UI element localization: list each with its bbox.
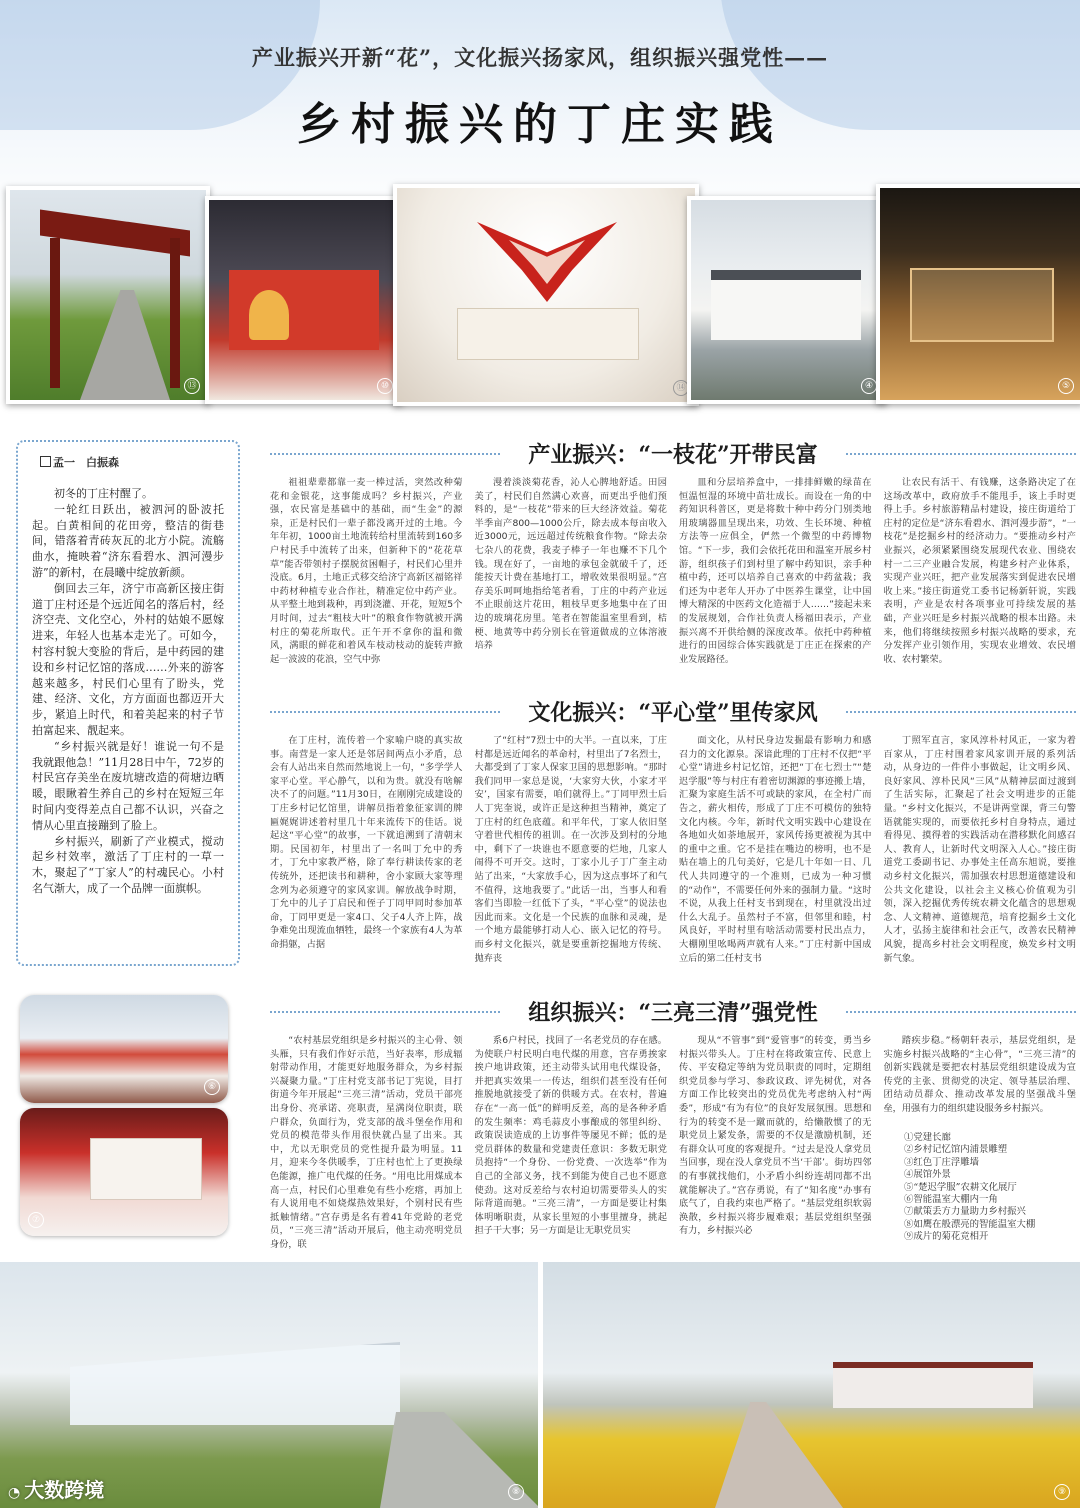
intro-paragraph: 倒回去三年，济宁市高新区接庄街道丁庄村还是个远近闻名的落后村，经济空壳、文化空心，外村的姑娘不愿嫁进来，年轻人也基本走光了。可如今，村容村貌大变脸的背后，是中药园的建设和乡村记忆馆的落成……外来的游客越来越多，村民们心里有了盼头，党建、经济、文化，方方面面也都迈开大步，紧追上时代，和着美起来的村子节拍富起来、靓起来。 bbox=[32, 581, 224, 737]
photo-number: ⑥ bbox=[204, 1079, 220, 1095]
text-column bbox=[475, 476, 668, 668]
photo-number: ⑩ bbox=[377, 378, 393, 394]
photo-number: ⑭ bbox=[673, 380, 689, 396]
intro-body bbox=[32, 486, 224, 897]
caption: ⑥智能温室大棚内一角 bbox=[904, 1194, 998, 1206]
column-text: 踏疾步稳。”杨朝轩表示，基层党组织，是实施乡村振兴战略的“主心骨”，“三亮三清”的创新实践就是要把农村基层党组织建设成为宣传党的主张、贯彻党的决定、领导基层治理、团结动员群众、推动改革发展的坚强战斗堡垒，用强有力的组织建设服务乡村振兴。 bbox=[883, 1035, 1076, 1114]
square-icon bbox=[40, 456, 51, 467]
column-text: “农村基层党组织是乡村振兴的主心骨、领头雁，只有我们作好示范，当好表率，形成辐射带动作用，才能更好地服务群众，为乡村振兴凝聚力量。”丁庄村党支部书记丁宪说，目打街道今年开展起“三亮三清”活动，党员干部亮出身份、亮承诺、亮职责，星满岗位职责，联户群众，负面行为，党支部的战斗堡垒作用和党员的模范带头作用很快就凸显了出来。其中，尤以无职党员的党性提升最为明显。11月，迎来今冬供暖季，丁庄村也忙上了更换绿色能源，推广电代煤的任务。“用电比用煤成本高一点，村民们心里难免有些小疙瘩，再加上有人说用电不如烧煤热效果好，个别村民有些抵触情绪。”宫存勇是名有着41年党龄的老党员，“三亮三清”活动开展后，他主动亮明党员身份，联 bbox=[270, 1035, 463, 1250]
intro-paragraph: 一轮红日跃出，被泗河的卧波托起。白黄相间的花田旁，整洁的街巷间，错落着青砖灰瓦的北方小院。流觞曲水，掩映着“济东看碧水、泗河漫步游”的新村，在晨曦中绽放新颜。 bbox=[32, 502, 224, 579]
logo-icon: ◔ bbox=[8, 1485, 21, 1501]
column-text: 祖祖辈辈都靠一麦一棒过活，突然改种菊花和金银花，这事能成吗？乡村振兴，产业强，农民富是基础中的基础，而“生金”的源泉，正是村民们一辈子都没离开过的土地。今年年初，1000亩土地流转给村里流转到160多户村民手中流转了出来，但新种下的“花花草草”能否带领村子摆脱贫困帽子，村民们心里并没底。6月，土地正式移交给济宁高新区福铭祥中药材种植专业合作社，精准定位中药产业。从平整土地到栽种，再到浇灌、开花，短短5个月时间，过去“粗枝大叶”的粮食作物就被开满村庄的菊花所取代。正午开不拿你的温和微风，满眼的鲜花和着风车枝动枝动的旋转声掀起一波波的花浪，空气中弥 bbox=[270, 477, 463, 665]
column-text: 在丁庄村，流传着一个家喻户晓的真实故事。南营是一家人还是邻居间两点小矛盾，总会有人站出来自然而然地说上一句，“多学学人家平心堂。平心静气，以和为贵。就没有啥解决不了的问题。”11月30日，在刚刚完成建设的丁庄乡村记忆馆里，讲解员指着象征家训的牌匾娓娓讲述着村里几十年来流传下的佳话。说起这“平心堂”的故事，一下就追溯到了清朝末期。民国初年，村里出了一名叫丁允中的秀才，丁允中家教严格，除了奉行耕读传家的老传统外，还把读书和耕种，舍小家顾大家等理念列为必须遵守的家风家训。解放战争时期，丁允中的儿子丁启民和侄子丁同甲同时参加革命，丁同甲更是一家4口、父子4人齐上阵，战争难免出现流血牺牲，最终一个家族有4人为革命捐躯，占据 bbox=[270, 735, 463, 950]
photo-captions bbox=[904, 1132, 1074, 1244]
photo-chrysanthemum-field bbox=[543, 1262, 1080, 1508]
column-text: 让农民有活干、有钱赚，这条路决定了在这场改革中，政府放手不能甩手，该上手时更得上手。乡村旅游精品村建设，接庄街道给丁庄村的定位是“济东看碧水、泗河漫步游”，“一枝花”是挖掘乡村的经济动力。“要推动乡村产业振兴，必须紧紧围绕发展现代农业、围绕农村一二三产业融合发展，构建乡村产业体系，实现产业兴旺，把产业发展落实到促进农民增收上来。”接庄街道党工委书记杨新轩说，实践表明，产业是农村各项事业可持续发展的基础，产业兴旺是乡村振兴战略的根本出路。未来，他们将继续按照乡村振兴战略的要求，充分发挥产业引领作用，实现农业增效、农民增收、农村繁荣。 bbox=[883, 477, 1076, 665]
column-text: 了“红村”7烈士中的大半。一直以来，丁庄村都是远近闻名的革命村，村里出了7名烈士，大都受到了丁家人保家卫国的思想影响。“那时我们同甲一家总是说，‘大家穷大伙，小家才平安’，国家有需要，咱们就得上。”丁同甲烈士后人丁宪奎说，或许正是这种担当精神，奠定了丁庄村的红色底蕴。和平年代，丁家人依旧坚守着世代相传的祖训。在一次涉及到村的分地中，剩下了一块谁也不愿意要的烂地，几家人闹得不可开交。这时，丁家小儿子丁广奎主动站了出来，“大家放手心，因为这点事坏了和气不值得，这地我要了。”此话一出，当事人和看客们当即脸一红低下了头，“平心堂”的说法也因此而来。文化是一个民族的血脉和灵魂，是一个地方最能够打动人心、嵌入记忆的符号。而乡村文化振兴，就是要重新挖掘地方传统、抛弃丧 bbox=[474, 735, 667, 964]
text-column bbox=[270, 734, 463, 980]
text-column bbox=[475, 734, 668, 980]
photo-number: ⑧ bbox=[508, 1484, 524, 1500]
caption: ③红色丁庄浮雕墙 bbox=[904, 1156, 980, 1168]
photo-party-corridor bbox=[6, 186, 210, 404]
column-text: 丁照军直言，家风淳朴村风正，一家为着百家从，丁庄村围着家风家训开展的系列活动，从身边的一件件小事做起，让文明乡风、良好家风、淳朴民风“三风”从精神层面过渡到了生活实际，汇聚起了社会文明进步的正能量。“乡村文化振兴，不是讲两堂课，背三句警语就能实现的，而要依托乡村自身特点，通过看得见、摸得着的实践活动在潜移默化间感召人、教育人，让新时代文明深入人心。”接庄街道党工委副书记、办事处主任高东旭说，要推动乡村文化振兴，需加强农村思想道德建设和公共文化建设，以社会主义核心价值观为引领，深入挖掘优秀传统农耕文化蕴含的思想观念、人文精神、道德规范，培育挖掘乡土文化人才，弘扬主旋律和社会正气，改善农民精神风貌，提高乡村社会文明程度，焕发乡村文明新气象。 bbox=[883, 735, 1076, 964]
photo-strip bbox=[0, 182, 1080, 402]
text-column bbox=[884, 1034, 1077, 1122]
intro-paragraph: 乡村振兴，刷新了产业模式，搅动起乡村效率，激活了丁庄村的一草一木，聚起了“丁家人”的村魂民心。小村名气渐大，成了一个品牌一面旗帜。 bbox=[32, 834, 224, 895]
section-heading bbox=[270, 694, 1076, 728]
photo-number: ④ bbox=[861, 378, 877, 394]
intro-box bbox=[16, 440, 240, 966]
text-column bbox=[679, 1034, 872, 1256]
section-heading bbox=[270, 994, 1076, 1028]
section-heading-text: 文化振兴：“平心堂”里传家风 bbox=[528, 700, 818, 726]
text-column bbox=[884, 734, 1077, 980]
photo-number: ⑦ bbox=[28, 1212, 44, 1228]
photo-hall-exterior bbox=[687, 196, 887, 404]
photo-greenhouse-interior bbox=[20, 995, 228, 1103]
photo-farming-culture-hall bbox=[876, 184, 1080, 404]
intro-paragraph: 初冬的丁庄村醒了。 bbox=[54, 487, 153, 500]
photo-exhibition-hall bbox=[20, 1108, 228, 1236]
caption: ⑦献策丢方力量助力乡村振兴 bbox=[904, 1206, 1026, 1218]
photo-red-relief-wall bbox=[393, 184, 699, 406]
text-column bbox=[270, 476, 463, 668]
byline-text: 孟一 白振森 bbox=[53, 456, 119, 469]
byline bbox=[40, 454, 119, 470]
column-text: 皿和分层培养盒中，一排排鲜嫩的绿苗在恒温恒湿的环境中苗壮成长。而设在一角的中药知识科普区，更是将数十种中药分门别类地用玻璃器皿呈现出来，功效、生长环境、种植方法等一应俱全，俨然一个微型的中药博物馆。“下一步，我们会依托花田和温室开展乡村游，组织孩子们到村里了解中药知识，亲手种植中药，还可以培养自己喜欢的中药盆栽；我们还为中老年人开办了中医养生课堂，让中国博大精深的中医药文化造福于人……”接起未来的发展规划，合作社负责人杨福田表示，产业振兴离不开供给侧的深度改革。依托中药种植进行的田园综合体实践就是丁庄正在探索的产业发展路径。 bbox=[679, 477, 872, 665]
text-column bbox=[270, 1034, 463, 1256]
section-industry bbox=[270, 436, 1076, 668]
section-heading-text: 组织振兴：“三亮三清”强党性 bbox=[528, 1000, 818, 1026]
caption: ②乡村记忆馆内浦景雕塑 bbox=[904, 1144, 1008, 1156]
section-columns bbox=[270, 734, 1076, 980]
text-column bbox=[884, 476, 1077, 668]
text-column bbox=[475, 1034, 668, 1256]
caption: ⑤“楚迟学服”农耕文化展厅 bbox=[904, 1181, 1017, 1193]
column-text: 面文化，从村民身边发掘最有影响力和感召力的文化源泉。深谙此理的丁庄村不仅把“平心堂”请进乡村记忆馆，还把“丁在七烈士”“楚迟学服”等与村庄有着密切渊源的事迹搬上墙，汇聚为家庭生活不可或缺的家风，在全村广而告之，薪火相传，形成了丁庄不可模仿的独特文化内核。今年，新时代文明实践中心建设在各地如火如荼地展开，家风传扬更被视为其中的重中之重。它不是挂在嘴边的榜明，也不是贴在墙上的几句美好，它是几十年如一日、几代人共同遵守的一个准则，已成为一种习惯的“动作”，不需要任何外来的强制力量。“这时不说，从我上任村支书到现在，村里就没出过什么大乱子。虽然村子不富，但邻里和睦，村风良好，平时村里有啥活动需要村民出点力，大棚刚里吆喝两声就有人来。”丁庄村新中国成立后的第二任村支书 bbox=[679, 735, 872, 964]
watermark-logo bbox=[8, 1474, 104, 1503]
caption: ⑨成片的菊花竞相开 bbox=[904, 1231, 989, 1243]
text-column bbox=[679, 734, 872, 980]
column-text: 系6户村民，找回了一名老党员的存在感。为使联户村民明白电代煤的用意，宫存勇挨家挨户地讲政策，还主动带头试用电代煤设备，并把真实效果一一传达，组织们甚至没有任何推脱地就接受了新的供暖方式。在农村，普遍存在“一高一低”的鲜明反差，高的是各种矛盾的发生频率：鸡毛蒜皮小事酿成的邻里纠纷、政策误读造成的上访事件等屡见不鲜；低的是党员群体的数量和党建责任意识：多数无职党员抱持“一个身份、一份党费、一次选举”作为自己的全部义务，找不到能为使自己也不愿意使劲。这对反差给与农村迫切需要带头人的实际背道而驰。“三亮三清”，一方面是要让村集体明晰职责，从家长里短的小事里擅身，挑起担子干大事；另一方面是让无职党员实 bbox=[474, 1035, 667, 1237]
photo-number: ⑬ bbox=[184, 378, 200, 394]
caption: ⑧如鹰在般漂亮的智能温室大棚 bbox=[904, 1218, 1036, 1230]
text-column bbox=[679, 476, 872, 668]
section-culture bbox=[270, 694, 1076, 980]
column-text: 现从“不管事”到“爱管事”的转变，勇当乡村振兴带头人。丁庄村在将政策宣传、民意上传、平安稳定等纳为党员职责的同时，定期组织党员参与学习、参政议政、评先树优，对各方面工作比较突出的党员优先考虑纳入村“两委”，形成“有为有位”的良好发展氛围。思想和行为的转变不是一蹴而就的，给懒散惯了的无职党员上紧发条，需要的不仅是激励机制，还有群众认可度的客观提升。“过去是没人拿党员当回事，现在没人拿党员不当‘干部’。街坊四邻的有事就找他们，小矛盾小纠纷连胡同都不出就能解决了。”宫存勇说，有了“知名度”办事有底气了，自我约束也严格了。“基层党组织软弱涣散，乡村振兴将步履难艰；基层党组织坚强有力，乡村振兴必 bbox=[679, 1035, 872, 1237]
photo-memory-hall-sculpture bbox=[205, 196, 403, 404]
section-columns bbox=[270, 476, 1076, 668]
article-title: 乡村振兴的丁庄实践 bbox=[297, 99, 783, 150]
caption: ④展馆外景 bbox=[904, 1169, 951, 1181]
photo-number: ⑤ bbox=[1058, 378, 1074, 394]
article-subtitle: 产业振兴开新“花”，文化振兴扬家风，组织振兴强党性—— bbox=[251, 45, 829, 70]
intro-paragraph: “乡村振兴就是好！谁说一句不是我就跟他急！”11月28日中午，72岁的村民宫存美坐在废坑塘改造的荷塘边晒暖，眼瞅着生养自己的乡村在短短三年时间内变得差点自己都不认识，兴奋之情从心里直接蹦到了脸上。 bbox=[32, 739, 224, 832]
column-text: 漫着淡淡菊花香，沁人心脾地舒适。田园美了，村民们自然满心欢喜，而更出乎他们预料的，是“一枝花”带来的巨大经济效益。菊花半季亩产800—1000公斤，除去成本每亩收入近3000元，远远超过传统粮食作物。“除去杂七杂八的花费，我麦子棒子一年也赚不下几个钱。现在好了，一亩地的承包金就破千了，还能按天计费在基地打工，增收效果很明显。”宫存美乐呵呵地指给笔者看，丁庄的中药产业远不止眼前这片花田，粗枝早更多地集中在了田边的玻璃花房里。笔者在智能温室里看到，桔梗、地黄等中药分别长在管道做成的立体溶液培养 bbox=[474, 477, 667, 652]
section-heading-text: 产业振兴：“一枝花”开带民富 bbox=[528, 442, 818, 468]
caption: ①党建长廊 bbox=[904, 1132, 951, 1143]
photo-greenhouse-exterior bbox=[0, 1262, 538, 1508]
photo-number: ⑨ bbox=[1054, 1484, 1070, 1500]
watermark-text: 大数跨境 bbox=[24, 1478, 105, 1502]
section-heading bbox=[270, 436, 1076, 470]
